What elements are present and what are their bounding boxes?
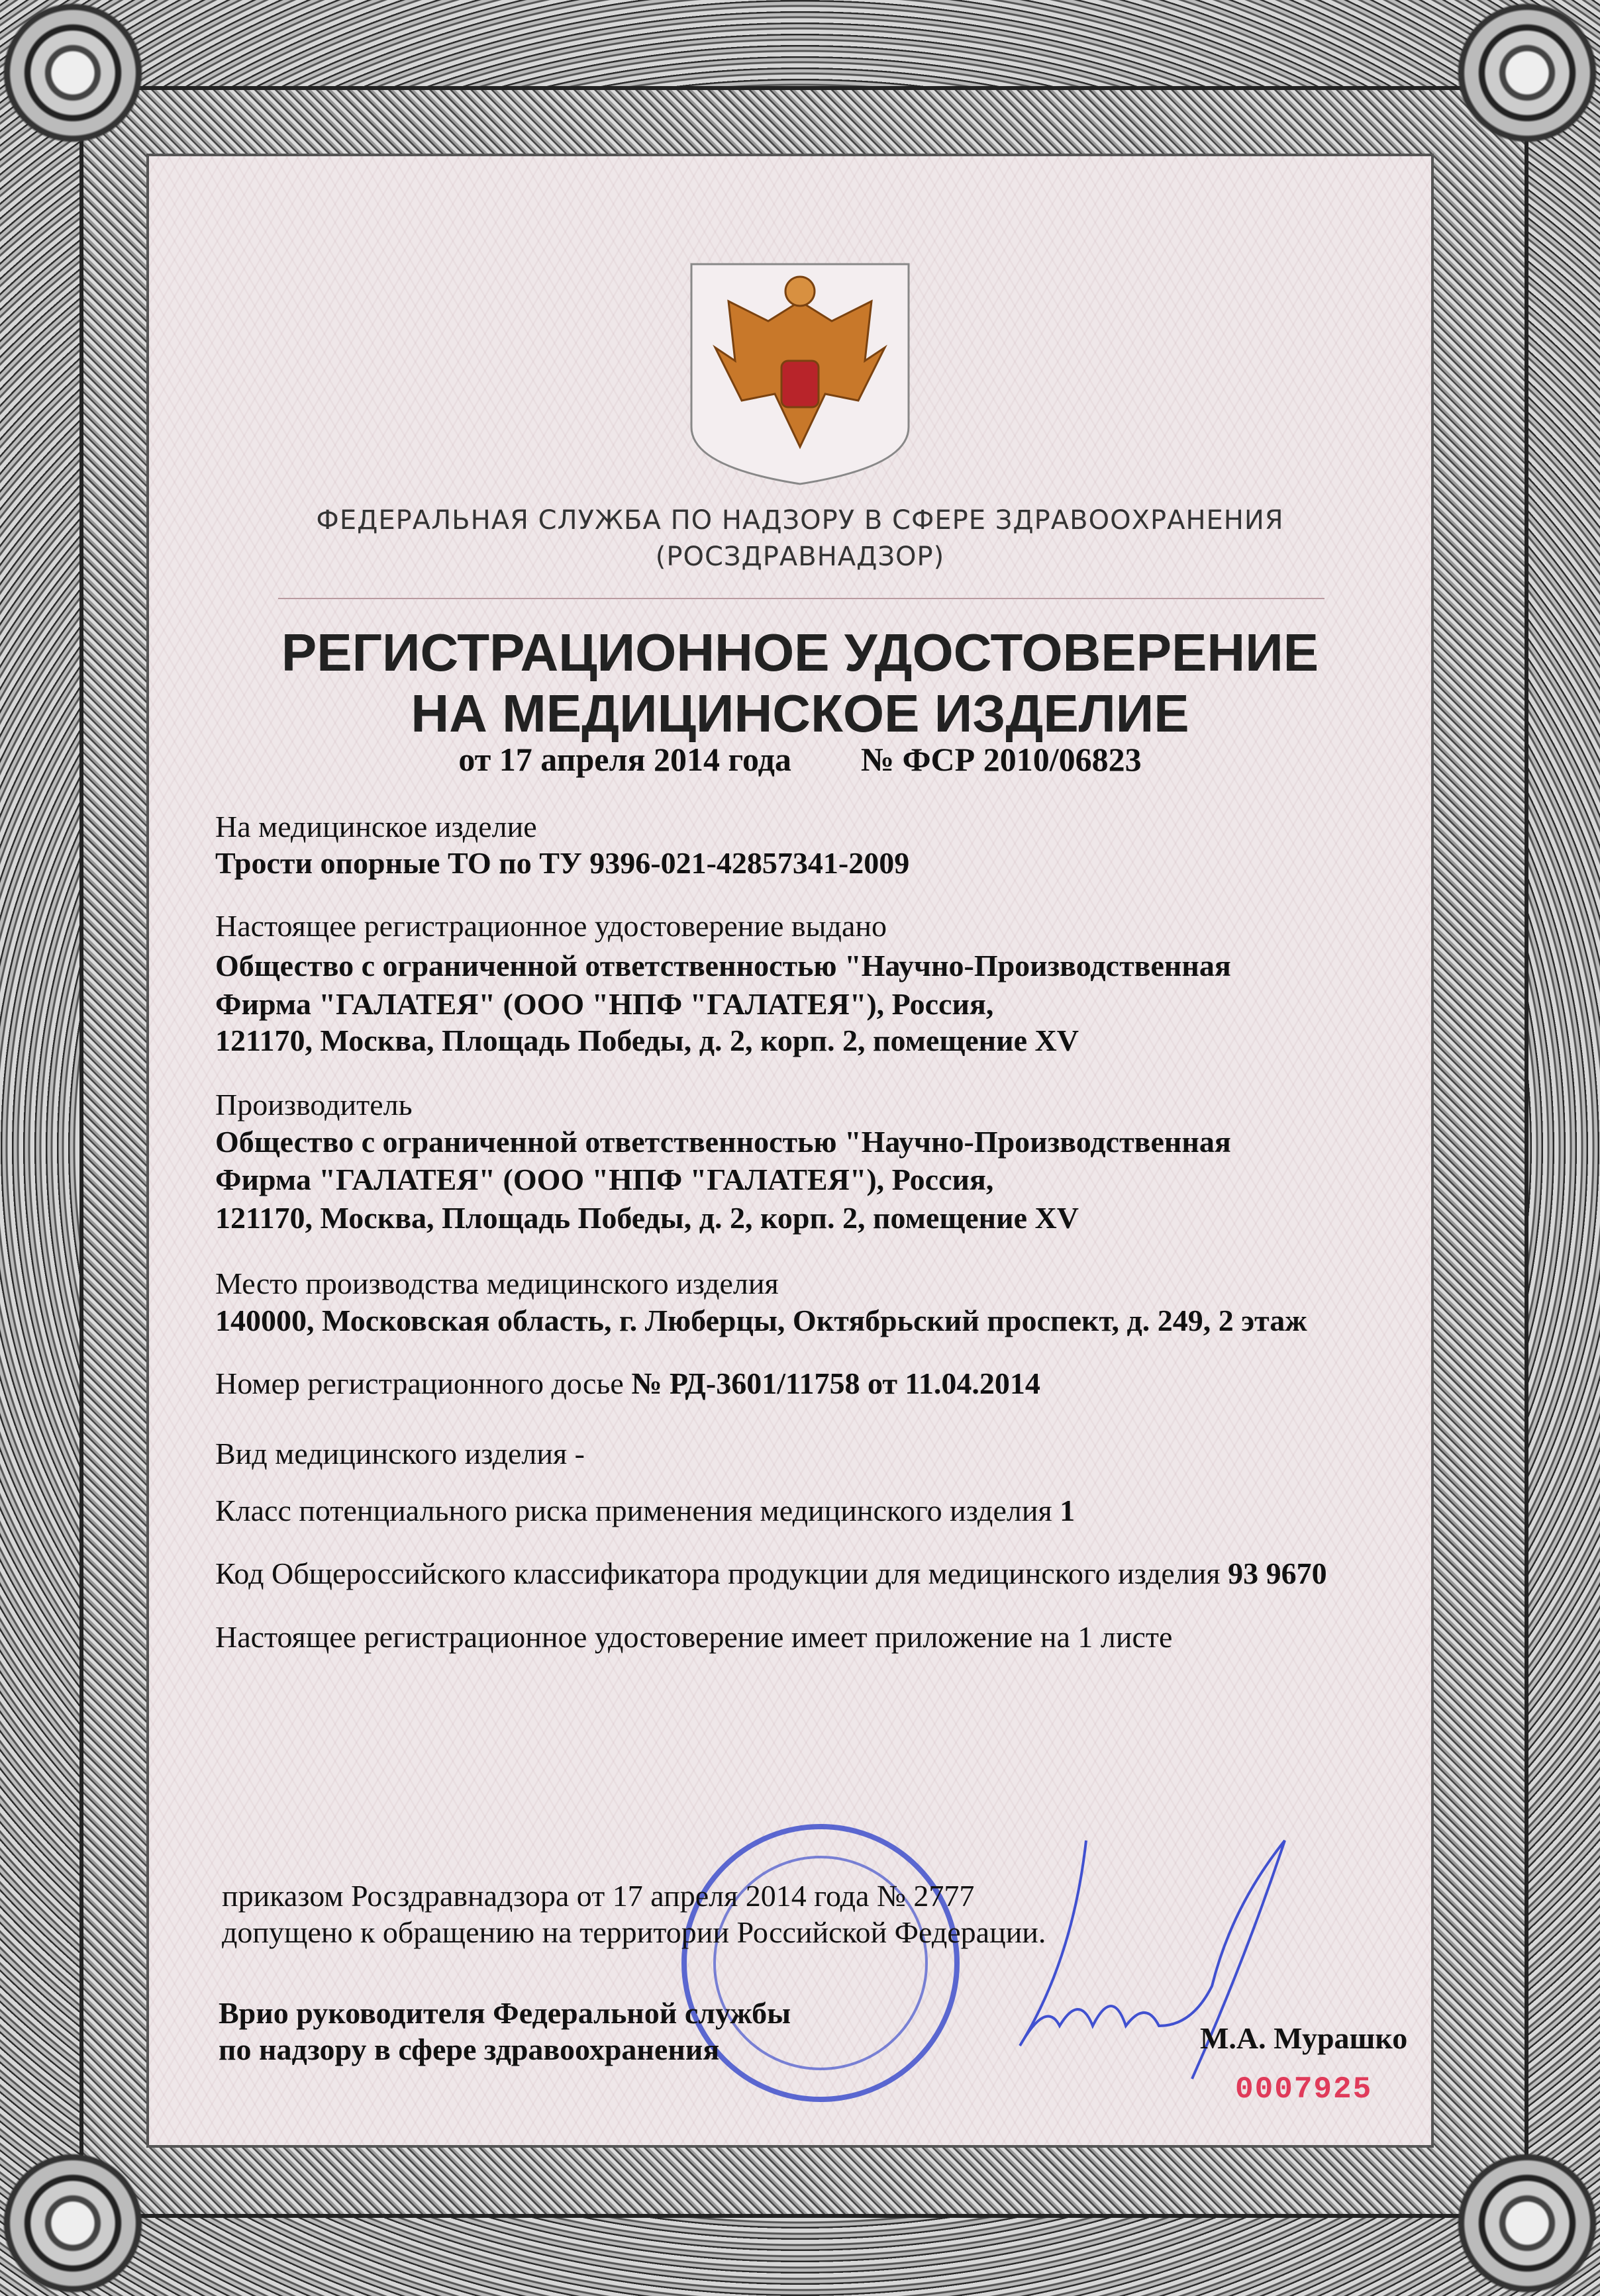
manufacturer-label: Производитель — [215, 1088, 413, 1122]
corner-ornament — [0, 2150, 146, 2296]
order-line: допущено к обращению на территории Российской Федерации. — [222, 1915, 1046, 1949]
signatory-title: Врио руководителя Федеральной службы — [219, 1996, 791, 2030]
order-line: приказом Росздравнадзора от 17 апреля 2014 года № 2777 — [222, 1879, 975, 1913]
dossier-label: Номер регистрационного досье — [215, 1366, 632, 1400]
manufacturer-value-line: Общество с ограниченной ответственностью "Научно-Производственная — [215, 1125, 1231, 1159]
dossier-value: № РД-3601/11758 от 11.04.2014 — [631, 1366, 1040, 1400]
okp-code-label: Код Общероссийского классификатора продукции для медицинского изделия — [215, 1556, 1228, 1590]
certificate-date: от 17 апреля 2014 года — [458, 741, 791, 778]
device-label: На медицинское изделие — [215, 810, 537, 843]
certificate-date-number — [0, 740, 1600, 779]
manufacturer-value-line: Фирма "ГАЛАТЕЯ" (ООО "НПФ "ГАЛАТЕЯ"), Россия, — [215, 1163, 994, 1196]
serial-number: 0007925 — [1235, 2072, 1373, 2107]
risk-class-label: Класс потенциального риска применения медицинского изделия — [215, 1494, 1060, 1527]
issued-value-line: Общество с ограниченной ответственностью "Научно-Производственная — [215, 949, 1231, 982]
divider — [278, 598, 1325, 599]
manufacturer-value-line: 121170, Москва, Площадь Победы, д. 2, корп. 2, помещение XV — [215, 1201, 1079, 1235]
corner-ornament — [1454, 2150, 1600, 2296]
appendix-note: Настоящее регистрационное удостоверение имеет приложение на 1 листе — [215, 1620, 1173, 1654]
production-site-value: 140000, Московская область, г. Люберцы, Октябрьский проспект, д. 249, 2 этаж — [215, 1304, 1307, 1337]
agency-name: ФЕДЕРАЛЬНАЯ СЛУЖБА ПО НАДЗОРУ В СФЕРЕ ЗДРАВООХРАНЕНИЯ — [316, 505, 1284, 536]
document-subtitle: НА МЕДИЦИНСКОЕ ИЗДЕЛИЕ — [411, 684, 1189, 743]
agency-abbreviation: (РОСЗДРАВНАДЗОР) — [655, 542, 945, 572]
corner-ornament — [0, 0, 146, 146]
issued-value-line: Фирма "ГАЛАТЕЯ" (ООО "НПФ "ГАЛАТЕЯ"), Россия, — [215, 987, 994, 1021]
okp-code-row — [215, 1556, 1327, 1591]
risk-class-value: 1 — [1060, 1494, 1075, 1527]
official-seal-stamp — [681, 1824, 960, 2102]
device-type-label: Вид медицинского изделия - — [215, 1437, 585, 1470]
production-site-label: Место производства медицинского изделия — [215, 1267, 779, 1300]
dossier-row — [215, 1366, 1040, 1401]
risk-class-row — [215, 1493, 1075, 1528]
issued-label: Настоящее регистрационное удостоверение выдано — [215, 909, 887, 943]
certificate-number: № ФСР 2010/06823 — [860, 741, 1142, 778]
coat-of-arms-emblem — [689, 262, 911, 487]
okp-code-value: 93 9670 — [1228, 1556, 1327, 1590]
issued-value-line: 121170, Москва, Площадь Победы, д. 2, корп. 2, помещение XV — [215, 1024, 1079, 1057]
device-value: Трости опорные ТО по ТУ 9396-021-42857341-2009 — [215, 846, 910, 880]
signatory-name: М.А. Мурашко — [1200, 2021, 1408, 2055]
signatory-title: по надзору в сфере здравоохранения — [219, 2033, 720, 2066]
corner-ornament — [1454, 0, 1600, 146]
document-title: РЕГИСТРАЦИОННОЕ УДОСТОВЕРЕНИЕ — [281, 623, 1319, 682]
